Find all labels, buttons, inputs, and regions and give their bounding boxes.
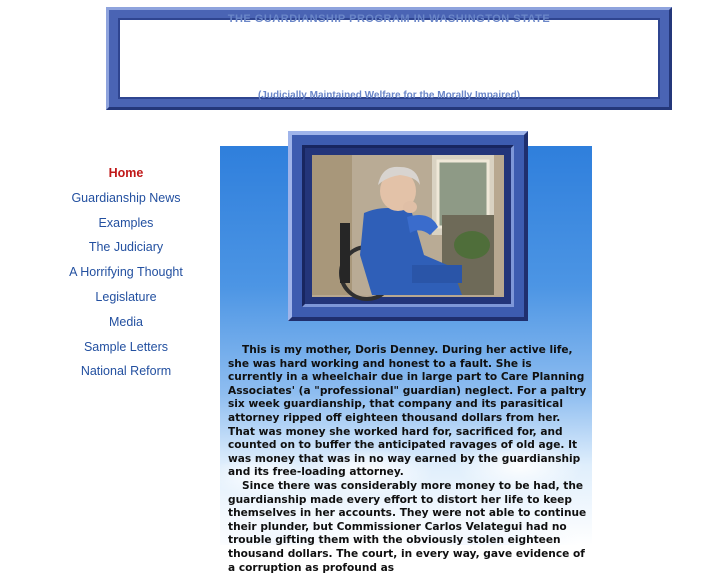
nav-item-home[interactable]: Home (108, 166, 144, 180)
site-title: THE GUARDIANSHIP PROGRAM IN WASHINGTON STATE (227, 13, 551, 25)
photo-frame (288, 131, 528, 321)
main-article (228, 344, 588, 575)
mother-photo (312, 155, 504, 297)
article-paragraph: Since there was considerably more money to be had, the guardianship made every effort to distort her life to keep themselves in her accounts. They were not able to continue their plunder, but Commissioner Carlos Velategui had no trouble gifting them with the obviously stolen eighteen thousand dollars. The court, in every way, gave evidence of a corruption as profound as (228, 479, 587, 574)
nav-item-horrifying-thought[interactable]: A Horrifying Thought (69, 265, 183, 280)
article-paragraph: This is my mother, Doris Denney. During her active life, she was hard working and honest to a fault. She is currently in a wheelchair due in large part to Care Planning Associates' (a "professional" guardian) neglect. For a paltry six week guardianship, that company and its parasitical attorney ripped off eighteen thousand dollars from her. That was money she worked hard for, sacrificed for, and counted on to buffer the anticipated ravages of old age. It was money that was in no way earned by the guardianship and its free-loading attorney. (228, 344, 587, 479)
nav-item-examples[interactable]: Examples (98, 215, 154, 230)
nav-item-the-judiciary[interactable]: The Judiciary (88, 240, 164, 255)
nav-item-legislature[interactable]: Legislature (95, 289, 157, 304)
nav-item-guardianship-news[interactable]: Guardianship News (71, 190, 181, 205)
nav-item-sample-letters[interactable]: Sample Letters (83, 339, 169, 354)
nav-item-national-reform[interactable]: National Reform (80, 364, 172, 379)
photo-illustration (312, 155, 494, 295)
site-subtitle: (Judicially Maintained Welfare for the Morally Impaired) (257, 90, 521, 101)
header-banner (106, 7, 672, 110)
header-banner-inner (118, 13, 660, 101)
nav-item-media[interactable]: Media (108, 314, 144, 329)
photo-frame-inner (302, 145, 514, 307)
sidebar-nav (40, 164, 212, 387)
main-content (220, 146, 592, 574)
